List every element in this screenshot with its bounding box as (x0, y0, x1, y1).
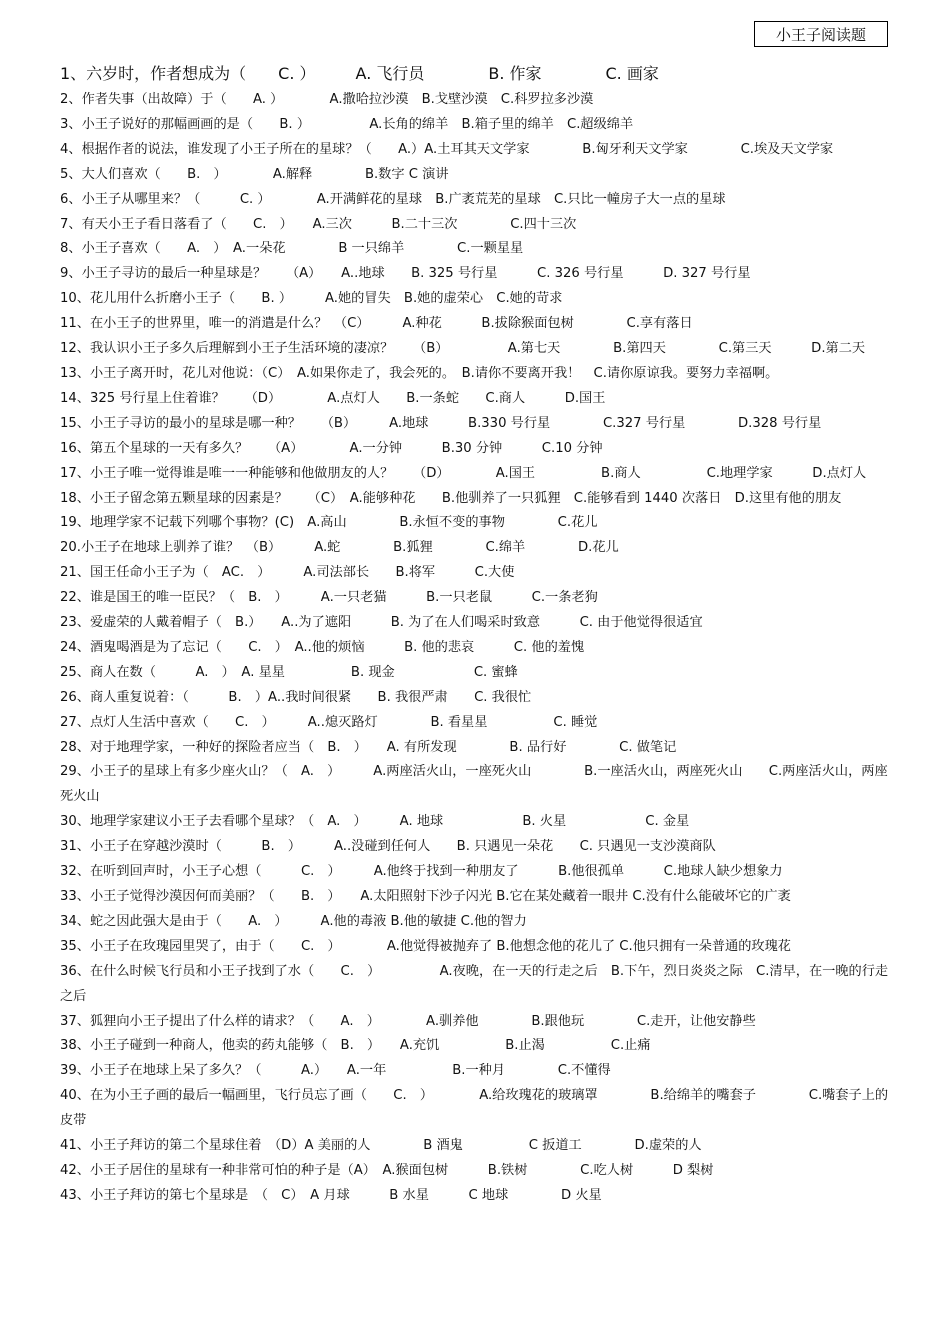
question-18: 18、小王子留念第五颗星球的因素是？ （C） A.能够种花 B.他驯养了一只狐狸 C.能够看到 1440 次落日 D.这里有他的朋友 (60, 490, 842, 506)
question-14: 14、325 号行星上住着谁？ （D） A.点灯人 B.一条蛇 C.商人 D.国王 (60, 390, 606, 406)
question-list (60, 60, 894, 1209)
question-5: 5、大人们喜欢（ B. ） A.解释 B.数字 C 演讲 (60, 166, 449, 182)
question-8: 8、小王子喜欢（ A. ） A.一朵花 B 一只绵羊 C.一颗星星 (60, 241, 524, 257)
question-17: 17、小王子唯一觉得谁是唯一一种能够和他做朋友的人？ （D） A.国王 B.商人 C.地理学家 D.点灯人 (60, 465, 867, 481)
question-40: 40、在为小王子画的最后一幅画里，飞行员忘了画（ C. ） A.给玫瑰花的玻璃罩 B.给绵羊的嘴套子 C.嘴套子上的皮带 (60, 1088, 889, 1129)
question-3: 3、小王子说好的那幅画画的是（ B. ） A.长角的绵羊 B.箱子里的绵羊 C.超级绵羊 (60, 116, 634, 132)
question-1: 1、六岁时，作者想成为（ C. ） A. 飞行员 B. 作家 C. 画家 (60, 64, 659, 83)
question-29: 29、小王子的星球上有多少座火山？（ A. ） A.两座活火山，一座死火山 B.一座活火山，两座死火山 C.两座活火山，两座死火山 (60, 764, 888, 805)
question-25: 25、商人在数（ A. ） A. 星星 B. 现金 C. 蜜蜂 (60, 664, 518, 680)
document-title: 小王子阅读题 (754, 21, 888, 47)
question-42: 42、小王子居住的星球有一种非常可怕的种子是（A） A.猴面包树 B.铁树 C.吃人树 D 梨树 (60, 1162, 714, 1178)
question-27: 27、点灯人生活中喜欢（ C. ） A..熄灭路灯 B. 看星星 C. 睡觉 (60, 714, 598, 730)
question-13: 13、小王子离开时，花儿对他说：（C） A.如果你走了，我会死的。 B.请你不要离开我！ C.请你原谅我。要努力幸福啊。 (60, 365, 779, 381)
question-4: 4、根据作者的说法，谁发现了小王子所在的星球？（ A.）A.土耳其天文学家 B.匈牙利天文学家 C.埃及天文学家 (60, 141, 834, 157)
question-33: 33、小王子觉得沙漠因何而美丽？（ B. ） A.太阳照射下沙子闪光 B.它在某处藏着一眼井 C.没有什么能破坏它的广袤 (60, 889, 791, 904)
question-21: 21、国王任命小王子为（ AC. ） A.司法部长 B.将军 C.大使 (60, 565, 515, 581)
question-36: 36、在什么时候飞行员和小王子找到了水（ C. ） A.夜晚，在一天的行走之后 B.下午，烈日炎炎之际 C.清早，在一晚的行走之后 (60, 963, 889, 1004)
question-43: 43、小王子拜访的第七个星球是 （ C） A 月球 B 水星 C 地球 D 火星 (60, 1187, 602, 1203)
question-37: 37、狐狸向小王子提出了什么样的请求？（ A. ） A.驯养他 B.跟他玩 C.走开，让他安静些 (60, 1013, 756, 1029)
question-23: 23、爱虚荣的人戴着帽子（ B.） A..为了遮阳 B. 为了在人们喝采时致意 C. 由于他觉得很适宜 (60, 615, 703, 631)
question-26: 26、商人重复说着：（ B. ）A..我时间很紧 B. 我很严肃 C. 我很忙 (60, 689, 532, 705)
question-35: 35、小王子在玫瑰园里哭了，由于（ C. ） A.他觉得被抛弃了 B.他想念他的花儿了 C.他只拥有一朵普通的玫瑰花 (60, 938, 791, 954)
question-9: 9、小王子寻访的最后一种星球是？ （A） A..地球 B. 325 号行星 C. 326 号行星 D. 327 号行星 (60, 266, 751, 282)
question-10: 10、花儿用什么折磨小王子（ B. ） A.她的冒失 B.她的虚荣心 C.她的苛求 (60, 291, 563, 307)
question-34: 34、蛇之因此强大是由于（ A. ） A.他的毒液 B.他的敏捷 C.他的智力 (60, 913, 527, 929)
question-20: 20.小王子在地球上驯养了谁？ （B） A.蛇 B.狐狸 C.绵羊 D.花儿 (60, 540, 619, 556)
question-19: 19、地理学家不记载下列哪个事物？(C) A.高山 B.永恒不变的事物 C.花儿 (60, 515, 598, 531)
question-39: 39、小王子在地球上呆了多久？（ A.） A.一年 B.一种月 C.不懂得 (60, 1063, 611, 1079)
question-28: 28、对于地理学家，一种好的探险者应当（ B. ） A. 有所发现 B. 品行好 C. 做笔记 (60, 739, 677, 755)
question-2: 2、作者失事（出故障）于（ A. ） A.撒哈拉沙漠 B.戈壁沙漠 C.科罗拉多沙漠 (60, 92, 594, 107)
question-31: 31、小王子在穿越沙漠时（ B. ） A..没碰到任何人 B. 只遇见一朵花 C. 只遇见一支沙漠商队 (60, 839, 716, 855)
question-12: 12、我认识小王子多久后理解到小王子生活环境的凄凉？ （B） A.第七天 B.第四天 C.第三天 D.第二天 (60, 341, 866, 357)
question-32: 32、在听到回声时，小王子心想（ C. ） A.他终于找到一种朋友了 B.他很孤单 C.地球人缺少想象力 (60, 864, 783, 880)
question-6: 6、小王子从哪里来？（ C. ） A.开满鲜花的星球 B.广袤荒芜的星球 C.只比一幢房子大一点的星球 (60, 191, 726, 207)
question-24: 24、酒鬼喝酒是为了忘记（ C. ） A..他的烦恼 B. 他的悲哀 C. 他的羞愧 (60, 639, 585, 655)
question-41: 41、小王子拜访的第二个星球住着 （D）A 美丽的人 B 酒鬼 C 扳道工 D.虚荣的人 (60, 1138, 702, 1154)
question-30: 30、地理学家建议小王子去看哪个星球？（ A. ） A. 地球 B. 火星 C. 金星 (60, 814, 690, 830)
question-15: 15、小王子寻访的最小的星球是哪一种？ （B） A.地球 B.330 号行星 C.327 号行星 D.328 号行星 (60, 415, 822, 431)
question-16: 16、第五个星球的一天有多久？ （A） A.一分钟 B.30 分钟 C.10 分钟 (60, 440, 603, 456)
question-11: 11、在小王子的世界里，唯一的消遣是什么？ （C） A.种花 B.拔除猴面包树 C.享有落日 (60, 316, 693, 332)
question-7: 7、有天小王子看日落看了（ C. ） A.三次 B.二十三次 C.四十三次 (60, 216, 577, 232)
question-22: 22、谁是国王的唯一臣民？（ B. ） A.一只老猫 B.一只老鼠 C.一条老狗 (60, 590, 598, 606)
question-38: 38、小王子碰到一种商人，他卖的药丸能够（ B. ） A.充饥 B.止渴 C.止痛 (60, 1038, 651, 1054)
